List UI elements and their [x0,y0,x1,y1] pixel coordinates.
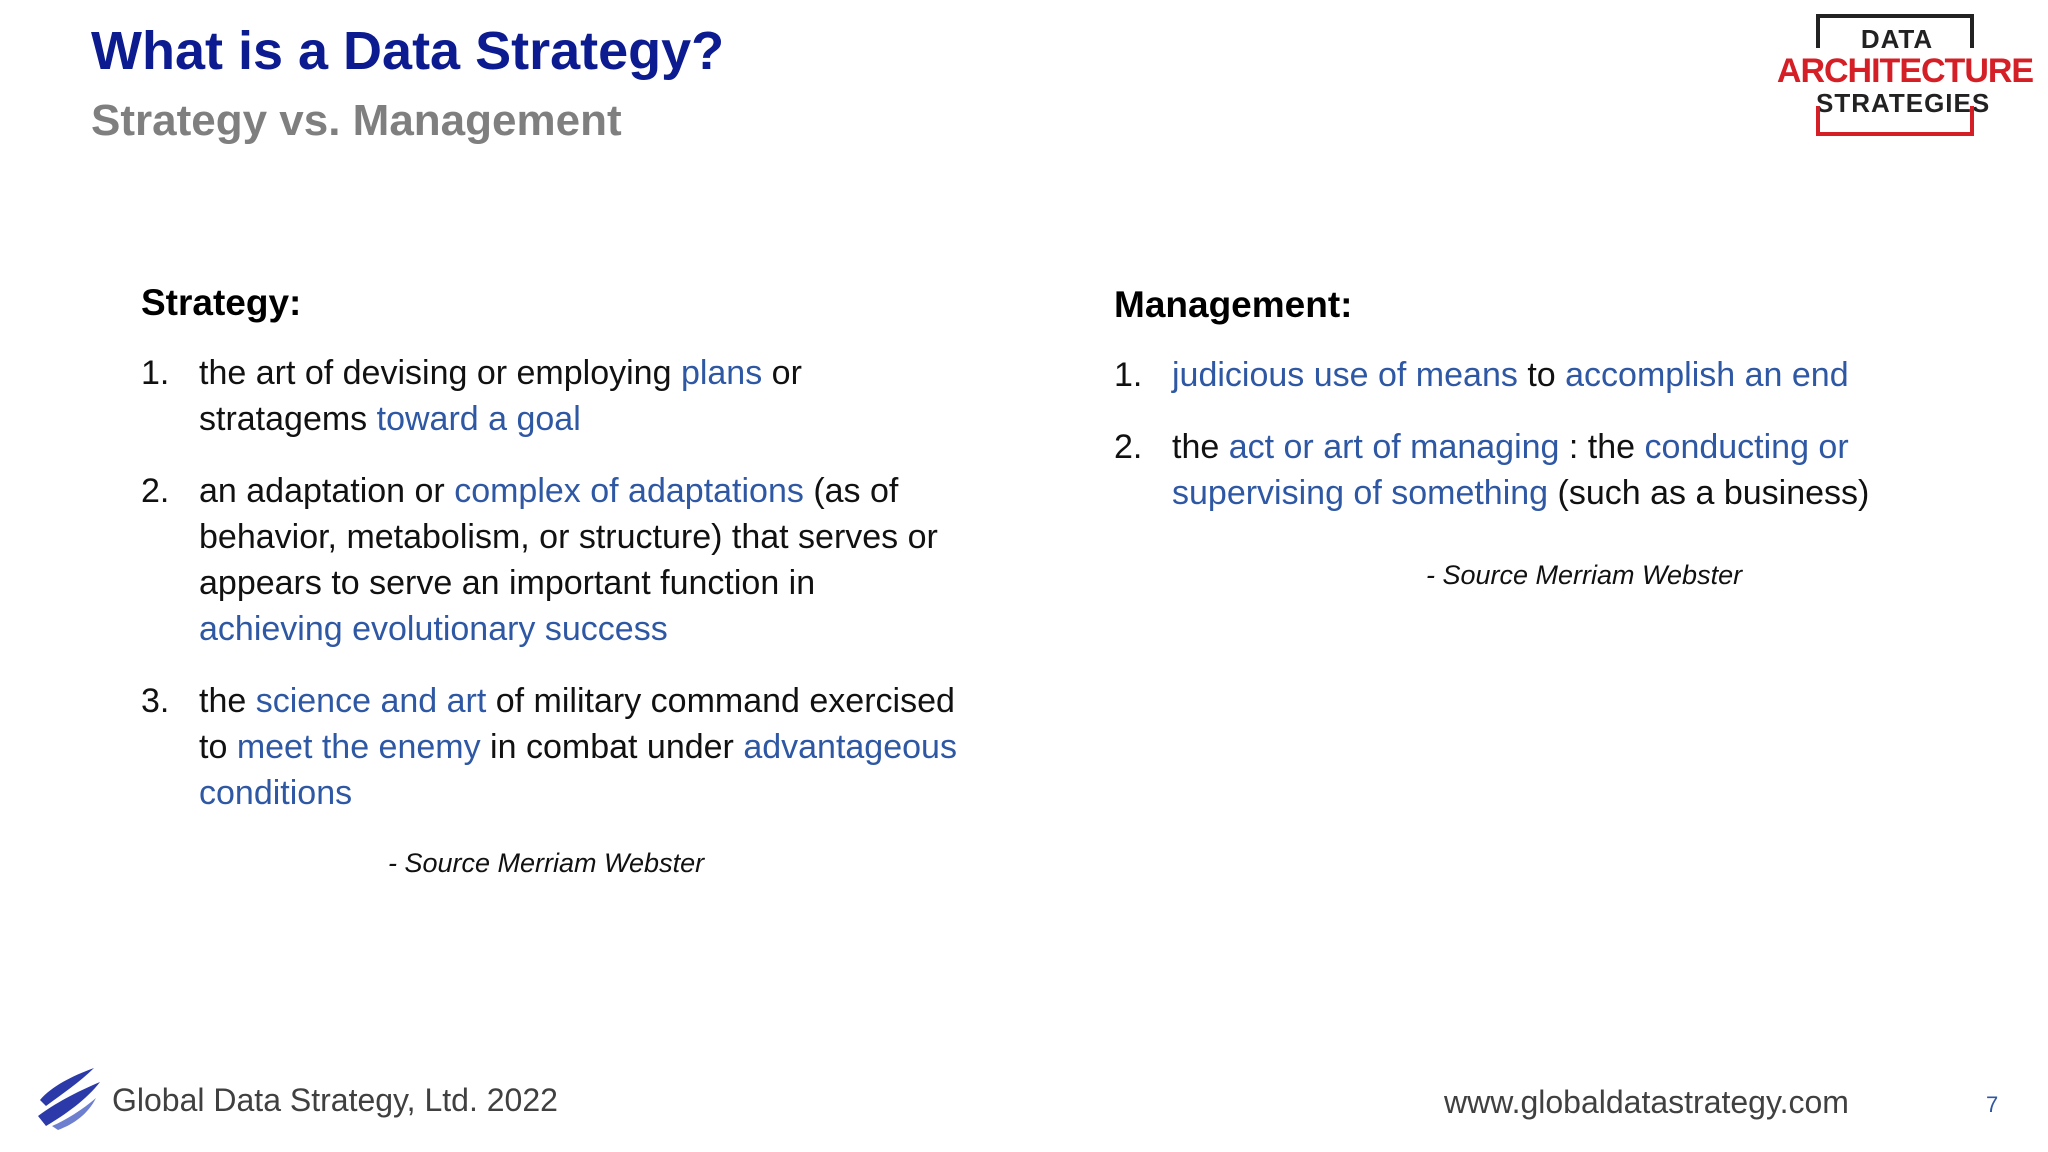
definition-text: (as of behavior, metabolism, or structure) that serves or appears to serve an important function in [199,472,938,602]
slide-subtitle: Strategy vs. Management [91,96,622,145]
highlighted-term: complex of adaptations [454,472,804,510]
page-number: 7 [1986,1092,1999,1117]
strategy-source: - Source Merriam Webster [388,848,705,878]
logo-text-line3: STRATEGIES [1816,88,1991,118]
footer-website-link[interactable]: www.globaldatastrategy.com [1444,1084,1849,1120]
definition-list-item [1114,424,2014,516]
definition-text: : the [1559,428,1645,466]
management-definitions-list [1114,352,2014,516]
highlighted-term: achieving evolutionary success [199,610,668,648]
highlighted-term: accomplish an end [1565,356,1849,394]
definition-text: the [199,682,256,720]
definition-list-item [141,468,961,652]
highlighted-term: plans [680,354,763,392]
highlighted-term: meet the enemy [236,728,481,766]
strategy-heading: Strategy: [141,282,302,323]
definition-text: an adaptation or [199,472,455,510]
logo-text-line1: DATA [1860,24,1934,54]
definition-text: (such as a business) [1548,474,1870,512]
definition-number: 2. [141,472,170,510]
definition-text: in combat under [480,728,744,766]
highlighted-term: advantageous conditions [199,728,957,812]
logo-frame-bottom [1816,132,1974,136]
slide-title: What is a Data Strategy? [91,21,725,81]
definition-text: the art of devising or employing [199,354,681,392]
definition-number: 1. [141,354,170,392]
definition-number: 1. [1114,356,1143,394]
definition-text: of military command exercised to [199,682,955,766]
logo-text-line2: ARCHITECTURE [1776,52,2034,90]
management-source: - Source Merriam Webster [1426,560,1743,590]
definition-number: 2. [1114,428,1143,466]
definition-number: 3. [141,682,170,720]
management-column [1114,282,2014,542]
highlighted-term: science and art [255,682,487,720]
data-architecture-strategies-logo [1770,10,2040,138]
definition-text: the [1172,428,1229,466]
definition-text: to [1517,356,1566,394]
definition-list-item [141,678,961,816]
highlighted-term: toward a goal [376,400,581,438]
strategy-definitions-list [141,350,961,816]
strategy-column [141,280,961,842]
highlighted-term: conducting or supervising of something [1172,428,1849,512]
logo-frame-top [1816,14,1974,18]
footer-company: Global Data Strategy, Ltd. 2022 [112,1082,558,1118]
management-heading: Management: [1114,284,1353,325]
highlighted-term: judicious use of means [1172,356,1518,394]
definition-list-item [1114,352,2014,398]
definition-text: or stratagems [199,354,802,438]
highlighted-term: act or art of managing [1228,428,1560,466]
global-data-strategy-swoosh-icon [32,1064,104,1132]
definition-list-item [141,350,961,442]
